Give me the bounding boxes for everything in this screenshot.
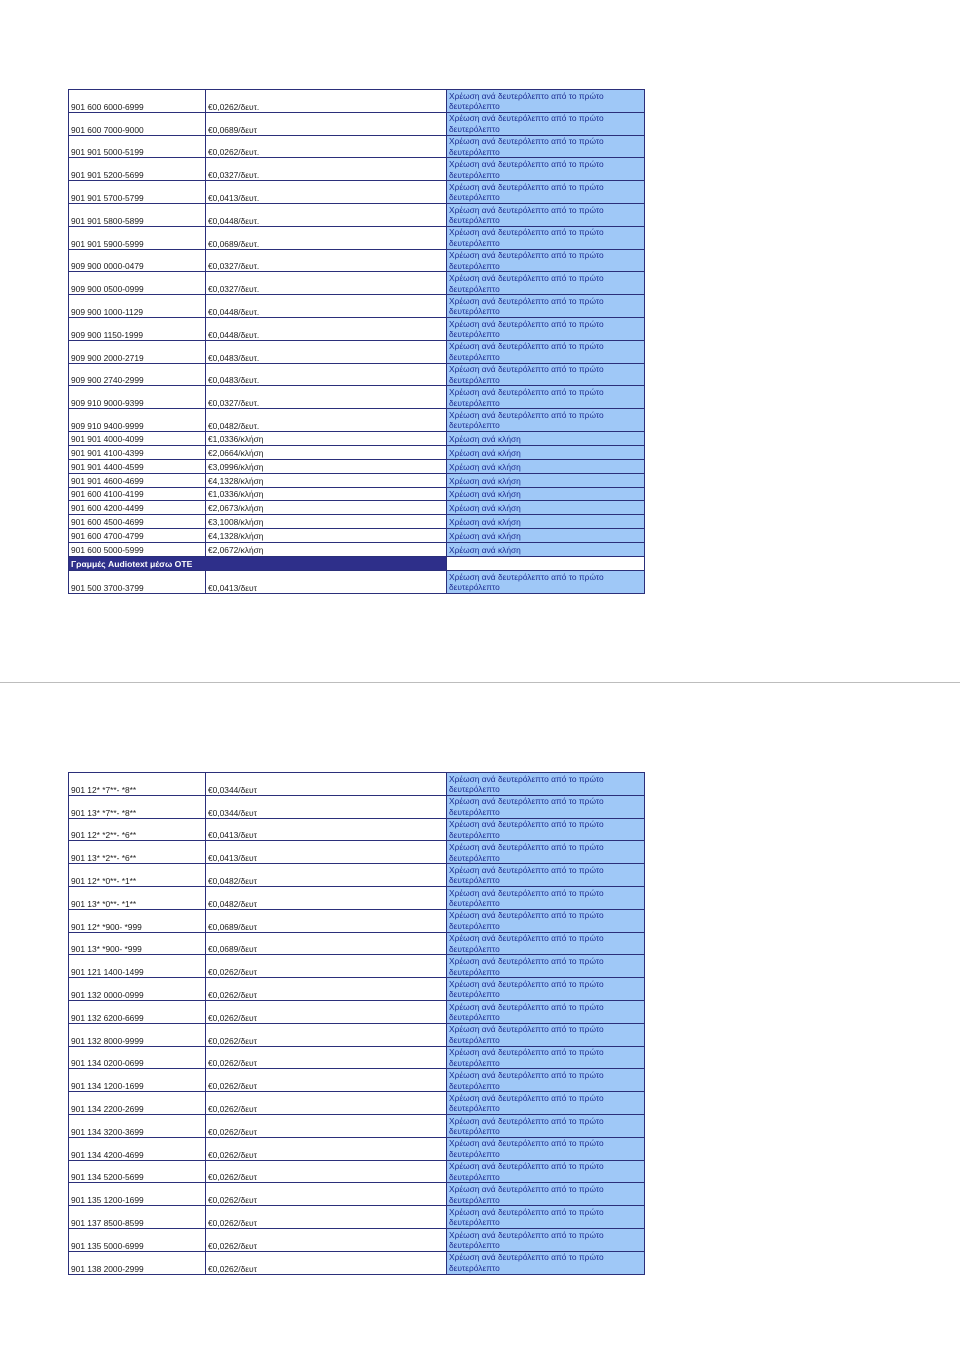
number-range-cell: 901 13* *7**- *8** xyxy=(69,795,206,818)
table-row xyxy=(69,773,645,796)
rate-cell: €0,0262/δευτ xyxy=(206,1092,447,1115)
table-row xyxy=(69,317,645,340)
rate-cell: €0,0262/δευτ xyxy=(206,1023,447,1046)
rate-cell: €0,0482/δευτ xyxy=(206,864,447,887)
rate-cell: €2,0673/κλήση xyxy=(206,501,447,515)
number-range-cell: 909 900 2000-2719 xyxy=(69,340,206,363)
number-range-cell: 901 500 3700-3799 xyxy=(69,570,206,593)
table-row xyxy=(69,864,645,887)
table-row xyxy=(69,272,645,295)
number-range-cell: 901 901 4600-4699 xyxy=(69,473,206,487)
table-row xyxy=(69,1069,645,1092)
rate-cell: €4,1328/κλήση xyxy=(206,529,447,543)
table-row xyxy=(69,295,645,318)
charging-note-cell: Χρέωση ανά δευτερόλεπτο από το πρώτο δευτερόλεπτο xyxy=(447,386,645,409)
charging-note-cell: Χρέωση ανά δευτερόλεπτο από το πρώτο δευτερόλεπτο xyxy=(447,1206,645,1229)
rate-cell: €0,0327/δευτ. xyxy=(206,272,447,295)
table-row xyxy=(69,249,645,272)
rate-cell: €0,0448/δευτ. xyxy=(206,317,447,340)
charging-note-cell: Χρέωση ανά δευτερόλεπτο από το πρώτο δευτερόλεπτο xyxy=(447,112,645,135)
table-row xyxy=(69,445,645,459)
number-range-cell: 901 121 1400-1499 xyxy=(69,955,206,978)
charging-note-cell: Χρέωση ανά δευτερόλεπτο από το πρώτο δευτερόλεπτο xyxy=(447,409,645,432)
rate-cell: €0,0413/δευτ xyxy=(206,570,447,593)
rate-cell: €0,0262/δευτ xyxy=(206,955,447,978)
charging-note-cell: Χρέωση ανά δευτερόλεπτο από το πρώτο δευτερόλεπτο xyxy=(447,1183,645,1206)
table-row xyxy=(69,1023,645,1046)
number-range-cell: 901 901 5900-5999 xyxy=(69,226,206,249)
table-row xyxy=(69,112,645,135)
number-range-cell: 909 900 1150-1999 xyxy=(69,317,206,340)
charging-note-cell: Χρέωση ανά δευτερόλεπτο από το πρώτο δευτερόλεπτο xyxy=(447,978,645,1001)
table-row xyxy=(69,1092,645,1115)
number-range-cell: 901 600 7000-9000 xyxy=(69,112,206,135)
number-range-cell: 901 901 5800-5899 xyxy=(69,203,206,226)
number-range-cell: 901 600 4100-4199 xyxy=(69,487,206,501)
rate-cell: €0,0344/δευτ xyxy=(206,773,447,796)
table-row xyxy=(69,409,645,432)
rate-cell: €0,0482/δευτ. xyxy=(206,409,447,432)
rate-cell: €0,0262/δευτ xyxy=(206,1000,447,1023)
number-range-cell: 909 900 0000-0479 xyxy=(69,249,206,272)
table-row xyxy=(69,515,645,529)
page-divider xyxy=(0,682,960,683)
charging-note-cell: Χρέωση ανά κλήση xyxy=(447,431,645,445)
table-row xyxy=(69,1000,645,1023)
number-range-cell: 909 900 2740-2999 xyxy=(69,363,206,386)
number-range-cell: 901 600 4500-4699 xyxy=(69,515,206,529)
table-row xyxy=(69,1137,645,1160)
table-row xyxy=(69,1183,645,1206)
table-row xyxy=(69,795,645,818)
charging-note-cell: Χρέωση ανά δευτερόλεπτο από το πρώτο δευτερόλεπτο xyxy=(447,317,645,340)
rate-cell: €0,0262/δευτ xyxy=(206,1251,447,1274)
number-range-cell: 901 12* *900- *999 xyxy=(69,909,206,932)
rate-cell: €0,0448/δευτ. xyxy=(206,295,447,318)
number-range-cell: 901 901 4000-4099 xyxy=(69,431,206,445)
number-range-cell: 901 600 5000-5999 xyxy=(69,543,206,557)
charging-note-cell: Χρέωση ανά δευτερόλεπτο από το πρώτο δευτερόλεπτο xyxy=(447,1228,645,1251)
number-range-cell: 901 901 5000-5199 xyxy=(69,135,206,158)
charging-note-cell: Χρέωση ανά δευτερόλεπτο από το πρώτο δευτερόλεπτο xyxy=(447,1251,645,1274)
number-range-cell: 901 901 5200-5699 xyxy=(69,158,206,181)
charging-note-cell: Χρέωση ανά δευτερόλεπτο από το πρώτο δευτερόλεπτο xyxy=(447,158,645,181)
table-row xyxy=(69,955,645,978)
rate-cell: €0,0262/δευτ xyxy=(206,1228,447,1251)
charging-note-cell: Χρέωση ανά κλήση xyxy=(447,529,645,543)
number-range-cell: 901 600 4200-4499 xyxy=(69,501,206,515)
charging-note-cell: Χρέωση ανά δευτερόλεπτο από το πρώτο δευτερόλεπτο xyxy=(447,1023,645,1046)
number-range-cell: 901 600 4700-4799 xyxy=(69,529,206,543)
number-range-cell: 901 132 8000-9999 xyxy=(69,1023,206,1046)
number-range-cell: 901 135 5000-6999 xyxy=(69,1228,206,1251)
number-range-cell: 901 134 3200-3699 xyxy=(69,1114,206,1137)
charging-note-cell: Χρέωση ανά δευτερόλεπτο από το πρώτο δευτερόλεπτο xyxy=(447,1000,645,1023)
charging-note-cell: Χρέωση ανά δευτερόλεπτο από το πρώτο δευτερόλεπτο xyxy=(447,864,645,887)
number-range-cell: 901 600 6000-6999 xyxy=(69,90,206,113)
table-row xyxy=(69,1228,645,1251)
table-row xyxy=(69,158,645,181)
charging-note-cell: Χρέωση ανά κλήση xyxy=(447,501,645,515)
table-row xyxy=(69,1160,645,1183)
section-title: Γραμμές Audiotext μέσω ΟΤΕ xyxy=(69,556,447,570)
number-range-cell: 901 134 0200-0699 xyxy=(69,1046,206,1069)
tariff-table-page-2 xyxy=(68,772,645,1275)
table-row xyxy=(69,1046,645,1069)
charging-note-cell: Χρέωση ανά δευτερόλεπτο από το πρώτο δευτερόλεπτο xyxy=(447,1069,645,1092)
charging-note-cell: Χρέωση ανά δευτερόλεπτο από το πρώτο δευτερόλεπτο xyxy=(447,363,645,386)
rate-cell: €0,0448/δευτ. xyxy=(206,203,447,226)
rate-cell: €0,0689/δευτ xyxy=(206,112,447,135)
rate-cell: €0,0689/δευτ. xyxy=(206,226,447,249)
charging-note-cell: Χρέωση ανά δευτερόλεπτο από το πρώτο δευτερόλεπτο xyxy=(447,1137,645,1160)
number-range-cell: 901 901 4400-4599 xyxy=(69,459,206,473)
table-row xyxy=(69,841,645,864)
charging-note-cell: Χρέωση ανά δευτερόλεπτο από το πρώτο δευτερόλεπτο xyxy=(447,886,645,909)
rate-cell: €0,0327/δευτ. xyxy=(206,386,447,409)
rate-cell: €0,0413/δευτ. xyxy=(206,181,447,204)
charging-note-cell: Χρέωση ανά κλήση xyxy=(447,445,645,459)
rate-cell: €2,0664/κλήση xyxy=(206,445,447,459)
table-row xyxy=(69,529,645,543)
charging-note-cell: Χρέωση ανά δευτερόλεπτο από το πρώτο δευτερόλεπτο xyxy=(447,226,645,249)
section-header-row xyxy=(69,556,645,570)
charging-note-cell: Χρέωση ανά δευτερόλεπτο από το πρώτο δευτερόλεπτο xyxy=(447,1046,645,1069)
charging-note-cell: Χρέωση ανά κλήση xyxy=(447,487,645,501)
number-range-cell: 901 13* *2**- *6** xyxy=(69,841,206,864)
table-row xyxy=(69,226,645,249)
number-range-cell: 901 134 1200-1699 xyxy=(69,1069,206,1092)
rate-cell: €0,0262/δευτ xyxy=(206,978,447,1001)
number-range-cell: 901 134 5200-5699 xyxy=(69,1160,206,1183)
charging-note-cell: Χρέωση ανά δευτερόλεπτο από το πρώτο δευτερόλεπτο xyxy=(447,795,645,818)
number-range-cell: 901 135 1200-1699 xyxy=(69,1183,206,1206)
rate-cell: €0,0327/δευτ. xyxy=(206,249,447,272)
table-row xyxy=(69,1206,645,1229)
number-range-cell: 909 900 0500-0999 xyxy=(69,272,206,295)
table-row xyxy=(69,386,645,409)
table-row xyxy=(69,978,645,1001)
rate-cell: €0,0344/δευτ xyxy=(206,795,447,818)
table-row xyxy=(69,459,645,473)
rate-cell: €1,0336/κλήση xyxy=(206,487,447,501)
number-range-cell: 909 910 9000-9399 xyxy=(69,386,206,409)
rate-cell: €2,0672/κλήση xyxy=(206,543,447,557)
charging-note-cell: Χρέωση ανά κλήση xyxy=(447,473,645,487)
table-row xyxy=(69,203,645,226)
charging-note-cell: Χρέωση ανά δευτερόλεπτο από το πρώτο δευτερόλεπτο xyxy=(447,1092,645,1115)
rate-cell: €3,0996/κλήση xyxy=(206,459,447,473)
table-row xyxy=(69,340,645,363)
charging-note-cell: Χρέωση ανά δευτερόλεπτο από το πρώτο δευτερόλεπτο xyxy=(447,181,645,204)
rate-cell: €0,0262/δευτ. xyxy=(206,90,447,113)
rate-cell: €0,0327/δευτ. xyxy=(206,158,447,181)
rate-cell: €0,0413/δευτ xyxy=(206,818,447,841)
table-row xyxy=(69,1251,645,1274)
table-row xyxy=(69,363,645,386)
rate-cell: €0,0262/δευτ xyxy=(206,1206,447,1229)
table-row xyxy=(69,181,645,204)
number-range-cell: 901 132 6200-6699 xyxy=(69,1000,206,1023)
charging-note-cell: Χρέωση ανά δευτερόλεπτο από το πρώτο δευτερόλεπτο xyxy=(447,203,645,226)
charging-note-cell: Χρέωση ανά δευτερόλεπτο από το πρώτο δευτερόλεπτο xyxy=(447,1160,645,1183)
number-range-cell: 901 13* *0**- *1** xyxy=(69,886,206,909)
rate-cell: €0,0413/δευτ xyxy=(206,841,447,864)
charging-note-cell: Χρέωση ανά κλήση xyxy=(447,459,645,473)
rate-cell: €3,1008/κλήση xyxy=(206,515,447,529)
rate-cell: €0,0262/δευτ xyxy=(206,1183,447,1206)
rate-cell: €0,0262/δευτ xyxy=(206,1069,447,1092)
number-range-cell: 901 12* *2**- *6** xyxy=(69,818,206,841)
table-row xyxy=(69,487,645,501)
number-range-cell: 901 13* *900- *999 xyxy=(69,932,206,955)
charging-note-cell: Χρέωση ανά δευτερόλεπτο από το πρώτο δευτερόλεπτο xyxy=(447,272,645,295)
rate-cell: €4,1328/κλήση xyxy=(206,473,447,487)
rate-cell: €0,0262/δευτ xyxy=(206,1114,447,1137)
number-range-cell: 901 137 8500-8599 xyxy=(69,1206,206,1229)
charging-note-cell: Χρέωση ανά δευτερόλεπτο από το πρώτο δευτερόλεπτο xyxy=(447,841,645,864)
number-range-cell: 901 134 4200-4699 xyxy=(69,1137,206,1160)
table-row xyxy=(69,932,645,955)
table-row xyxy=(69,90,645,113)
rate-cell: €0,0262/δευτ xyxy=(206,1046,447,1069)
table-row xyxy=(69,473,645,487)
table-row xyxy=(69,501,645,515)
number-range-cell: 909 900 1000-1129 xyxy=(69,295,206,318)
charging-note-cell: Χρέωση ανά δευτερόλεπτο από το πρώτο δευτερόλεπτο xyxy=(447,570,645,593)
number-range-cell: 901 901 4100-4399 xyxy=(69,445,206,459)
charging-note-cell: Χρέωση ανά δευτερόλεπτο από το πρώτο δευτερόλεπτο xyxy=(447,340,645,363)
number-range-cell: 901 901 5700-5799 xyxy=(69,181,206,204)
charging-note-cell: Χρέωση ανά δευτερόλεπτο από το πρώτο δευτερόλεπτο xyxy=(447,1114,645,1137)
charging-note-cell: Χρέωση ανά δευτερόλεπτο από το πρώτο δευτερόλεπτο xyxy=(447,932,645,955)
table-row xyxy=(69,135,645,158)
number-range-cell: 901 12* *0**- *1** xyxy=(69,864,206,887)
table-row xyxy=(69,543,645,557)
charging-note-cell: Χρέωση ανά κλήση xyxy=(447,543,645,557)
number-range-cell: 901 138 2000-2999 xyxy=(69,1251,206,1274)
rate-cell: €0,0482/δευτ xyxy=(206,886,447,909)
charging-note-cell: Χρέωση ανά δευτερόλεπτο από το πρώτο δευτερόλεπτο xyxy=(447,773,645,796)
rate-cell: €0,0483/δευτ. xyxy=(206,340,447,363)
charging-note-cell: Χρέωση ανά κλήση xyxy=(447,515,645,529)
rate-cell: €0,0689/δευτ xyxy=(206,909,447,932)
tariff-table-page-1 xyxy=(68,89,645,594)
table-row xyxy=(69,1114,645,1137)
rate-cell: €0,0262/δευτ xyxy=(206,1137,447,1160)
number-range-cell: 901 134 2200-2699 xyxy=(69,1092,206,1115)
charging-note-cell: Χρέωση ανά δευτερόλεπτο από το πρώτο δευτερόλεπτο xyxy=(447,818,645,841)
number-range-cell: 909 910 9400-9999 xyxy=(69,409,206,432)
charging-note-cell: Χρέωση ανά δευτερόλεπτο από το πρώτο δευτερόλεπτο xyxy=(447,90,645,113)
charging-note-cell: Χρέωση ανά δευτερόλεπτο από το πρώτο δευτερόλεπτο xyxy=(447,295,645,318)
table-row xyxy=(69,818,645,841)
number-range-cell: 901 132 0000-0999 xyxy=(69,978,206,1001)
number-range-cell: 901 12* *7**- *8** xyxy=(69,773,206,796)
charging-note-cell: Χρέωση ανά δευτερόλεπτο από το πρώτο δευτερόλεπτο xyxy=(447,249,645,272)
table-row xyxy=(69,909,645,932)
rate-cell: €0,0262/δευτ xyxy=(206,1160,447,1183)
table-row xyxy=(69,886,645,909)
charging-note-cell: Χρέωση ανά δευτερόλεπτο από το πρώτο δευτερόλεπτο xyxy=(447,955,645,978)
rate-cell: €1,0336/κλήση xyxy=(206,431,447,445)
charging-note-cell: Χρέωση ανά δευτερόλεπτο από το πρώτο δευτερόλεπτο xyxy=(447,135,645,158)
table-row xyxy=(69,431,645,445)
rate-cell: €0,0262/δευτ. xyxy=(206,135,447,158)
table-row xyxy=(69,570,645,593)
section-blank-cell xyxy=(447,556,645,570)
rate-cell: €0,0483/δευτ. xyxy=(206,363,447,386)
rate-cell: €0,0689/δευτ xyxy=(206,932,447,955)
charging-note-cell: Χρέωση ανά δευτερόλεπτο από το πρώτο δευτερόλεπτο xyxy=(447,909,645,932)
